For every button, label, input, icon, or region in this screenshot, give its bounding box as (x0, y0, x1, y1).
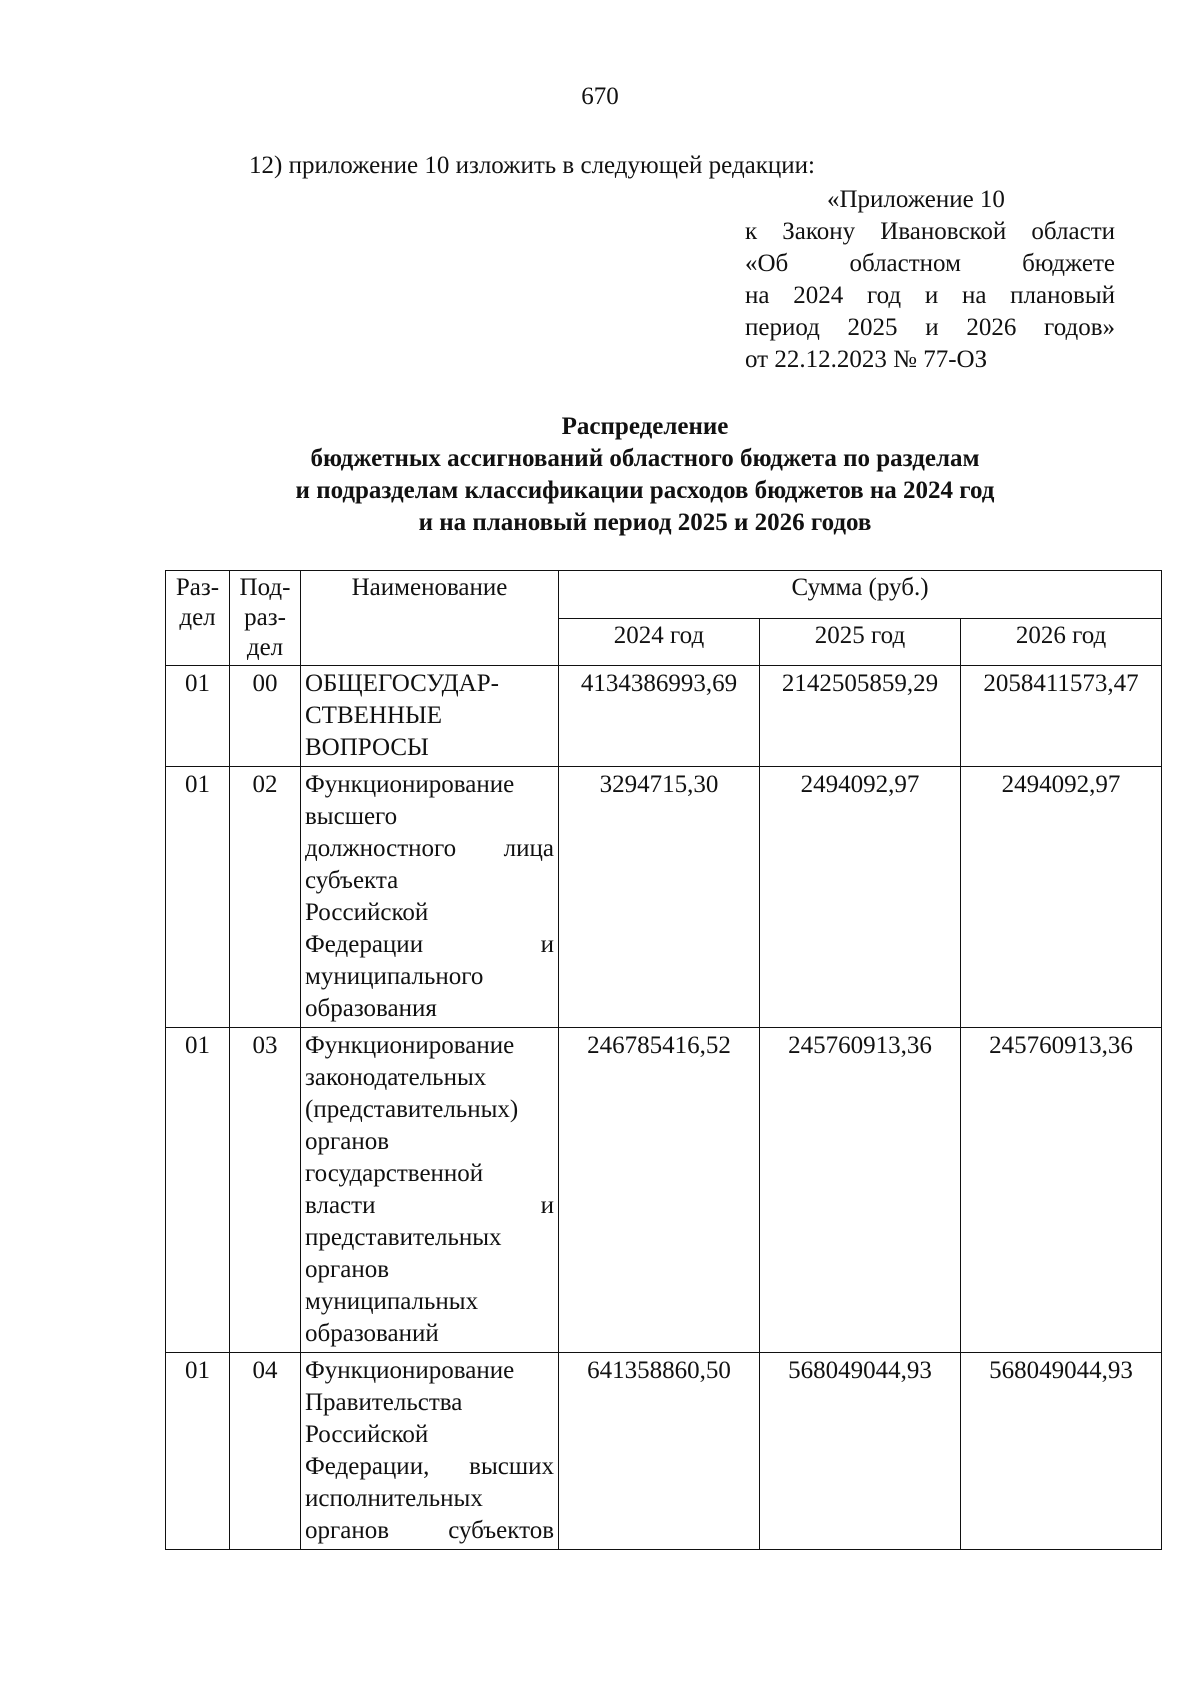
cell-name-line: власти и (305, 1192, 554, 1219)
cell-amount-2025: 568049044,93 (760, 1353, 961, 1550)
header-name: Наименование (301, 571, 559, 666)
cell-amount-2024: 3294715,30 (559, 767, 760, 1028)
document-title (0, 411, 1200, 539)
cell-name (301, 1353, 559, 1550)
header-razdel-line: Раз- (175, 574, 220, 601)
cell-name-line: ОБЩЕГОСУДАР- (305, 670, 499, 697)
page-number: 670 (581, 83, 619, 110)
header-podrazdel-line: Под- (239, 574, 291, 601)
appendix-note-line: «Об областном бюджете (745, 250, 1115, 277)
header-sum: Сумма (руб.) (559, 571, 1162, 619)
title-line: и на плановый период 2025 и 2026 годов (418, 509, 872, 536)
cell-name-line: высшего (305, 803, 398, 830)
cell-name-line: Федерации, высших (305, 1453, 554, 1480)
cell-podrazdel: 04 (230, 1353, 301, 1550)
cell-amount-2024: 641358860,50 (559, 1353, 760, 1550)
title-line: Распределение (561, 413, 729, 440)
table-header-row (166, 571, 1162, 619)
header-podrazdel-line: раз- (244, 604, 286, 631)
appendix-note-line: период 2025 и 2026 годов» (745, 314, 1115, 341)
cell-name-line: Правительства (305, 1389, 463, 1416)
cell-name-line: органов (305, 1256, 390, 1283)
cell-name-line: государственной (305, 1160, 484, 1187)
budget-table (165, 570, 1162, 1550)
cell-razdel: 01 (166, 666, 230, 767)
header-podrazdel (230, 571, 301, 666)
table-row (166, 1353, 1162, 1550)
cell-amount-2025: 245760913,36 (760, 1028, 961, 1353)
cell-name-line: исполнительных (305, 1485, 483, 1512)
cell-name-line: органов (305, 1128, 390, 1155)
cell-name-line: (представительных) (305, 1096, 519, 1123)
cell-name-line: ВОПРОСЫ (305, 734, 429, 761)
cell-razdel: 01 (166, 767, 230, 1028)
cell-name (301, 767, 559, 1028)
cell-razdel: 01 (166, 1353, 230, 1550)
appendix-note-line: к Закону Ивановской области (745, 218, 1115, 245)
cell-amount-2026: 245760913,36 (961, 1028, 1162, 1353)
appendix-note-line: от 22.12.2023 № 77-ОЗ (745, 346, 988, 373)
amendment-intro: 12) приложение 10 изложить в следующей редакции: (249, 152, 815, 179)
appendix-note-line: «Приложение 10 (827, 186, 1005, 213)
cell-amount-2025: 2494092,97 (760, 767, 961, 1028)
header-year-2025: 2025 год (760, 618, 961, 666)
cell-amount-2024: 246785416,52 (559, 1028, 760, 1353)
title-line: бюджетных ассигнований областного бюджета по разделам (310, 445, 980, 472)
cell-name-line: образования (305, 995, 437, 1022)
cell-amount-2026: 2494092,97 (961, 767, 1162, 1028)
cell-name-line: Федерации и (305, 931, 554, 958)
cell-name-line: должностного лица (305, 835, 554, 862)
cell-amount-2026: 2058411573,47 (961, 666, 1162, 767)
cell-name-line: законодательных (305, 1064, 487, 1091)
header-podrazdel-line: дел (246, 634, 284, 661)
header-year-2026: 2026 год (961, 618, 1162, 666)
cell-razdel: 01 (166, 1028, 230, 1353)
table-row (166, 1028, 1162, 1353)
cell-name (301, 666, 559, 767)
cell-name-line: Функционирование (305, 1357, 515, 1384)
cell-name-line: Российской (305, 1421, 429, 1448)
cell-name-line: субъекта (305, 867, 399, 894)
cell-amount-2025: 2142505859,29 (760, 666, 961, 767)
cell-name-line: Российской (305, 899, 429, 926)
cell-name-line: СТВЕННЫЕ (305, 702, 443, 729)
cell-name-line: муниципальных (305, 1288, 479, 1315)
title-line: и подразделам классификации расходов бюджетов на 2024 год (295, 477, 995, 504)
cell-podrazdel: 02 (230, 767, 301, 1028)
header-razdel (166, 571, 230, 666)
cell-name-line: органов субъектов (305, 1517, 554, 1544)
cell-name-line: Функционирование (305, 771, 515, 798)
cell-name-line: представительных (305, 1224, 502, 1251)
cell-name-line: Функционирование (305, 1032, 515, 1059)
cell-podrazdel: 03 (230, 1028, 301, 1353)
cell-name (301, 1028, 559, 1353)
cell-name-line: образований (305, 1320, 439, 1347)
appendix-note-line: на 2024 год и на плановый (745, 282, 1115, 309)
cell-amount-2026: 568049044,93 (961, 1353, 1162, 1550)
header-year-2024: 2024 год (559, 618, 760, 666)
header-razdel-line: дел (179, 604, 216, 631)
cell-name-line: муниципального (305, 963, 484, 990)
table-row (166, 767, 1162, 1028)
cell-amount-2024: 4134386993,69 (559, 666, 760, 767)
table-row (166, 666, 1162, 767)
cell-podrazdel: 00 (230, 666, 301, 767)
